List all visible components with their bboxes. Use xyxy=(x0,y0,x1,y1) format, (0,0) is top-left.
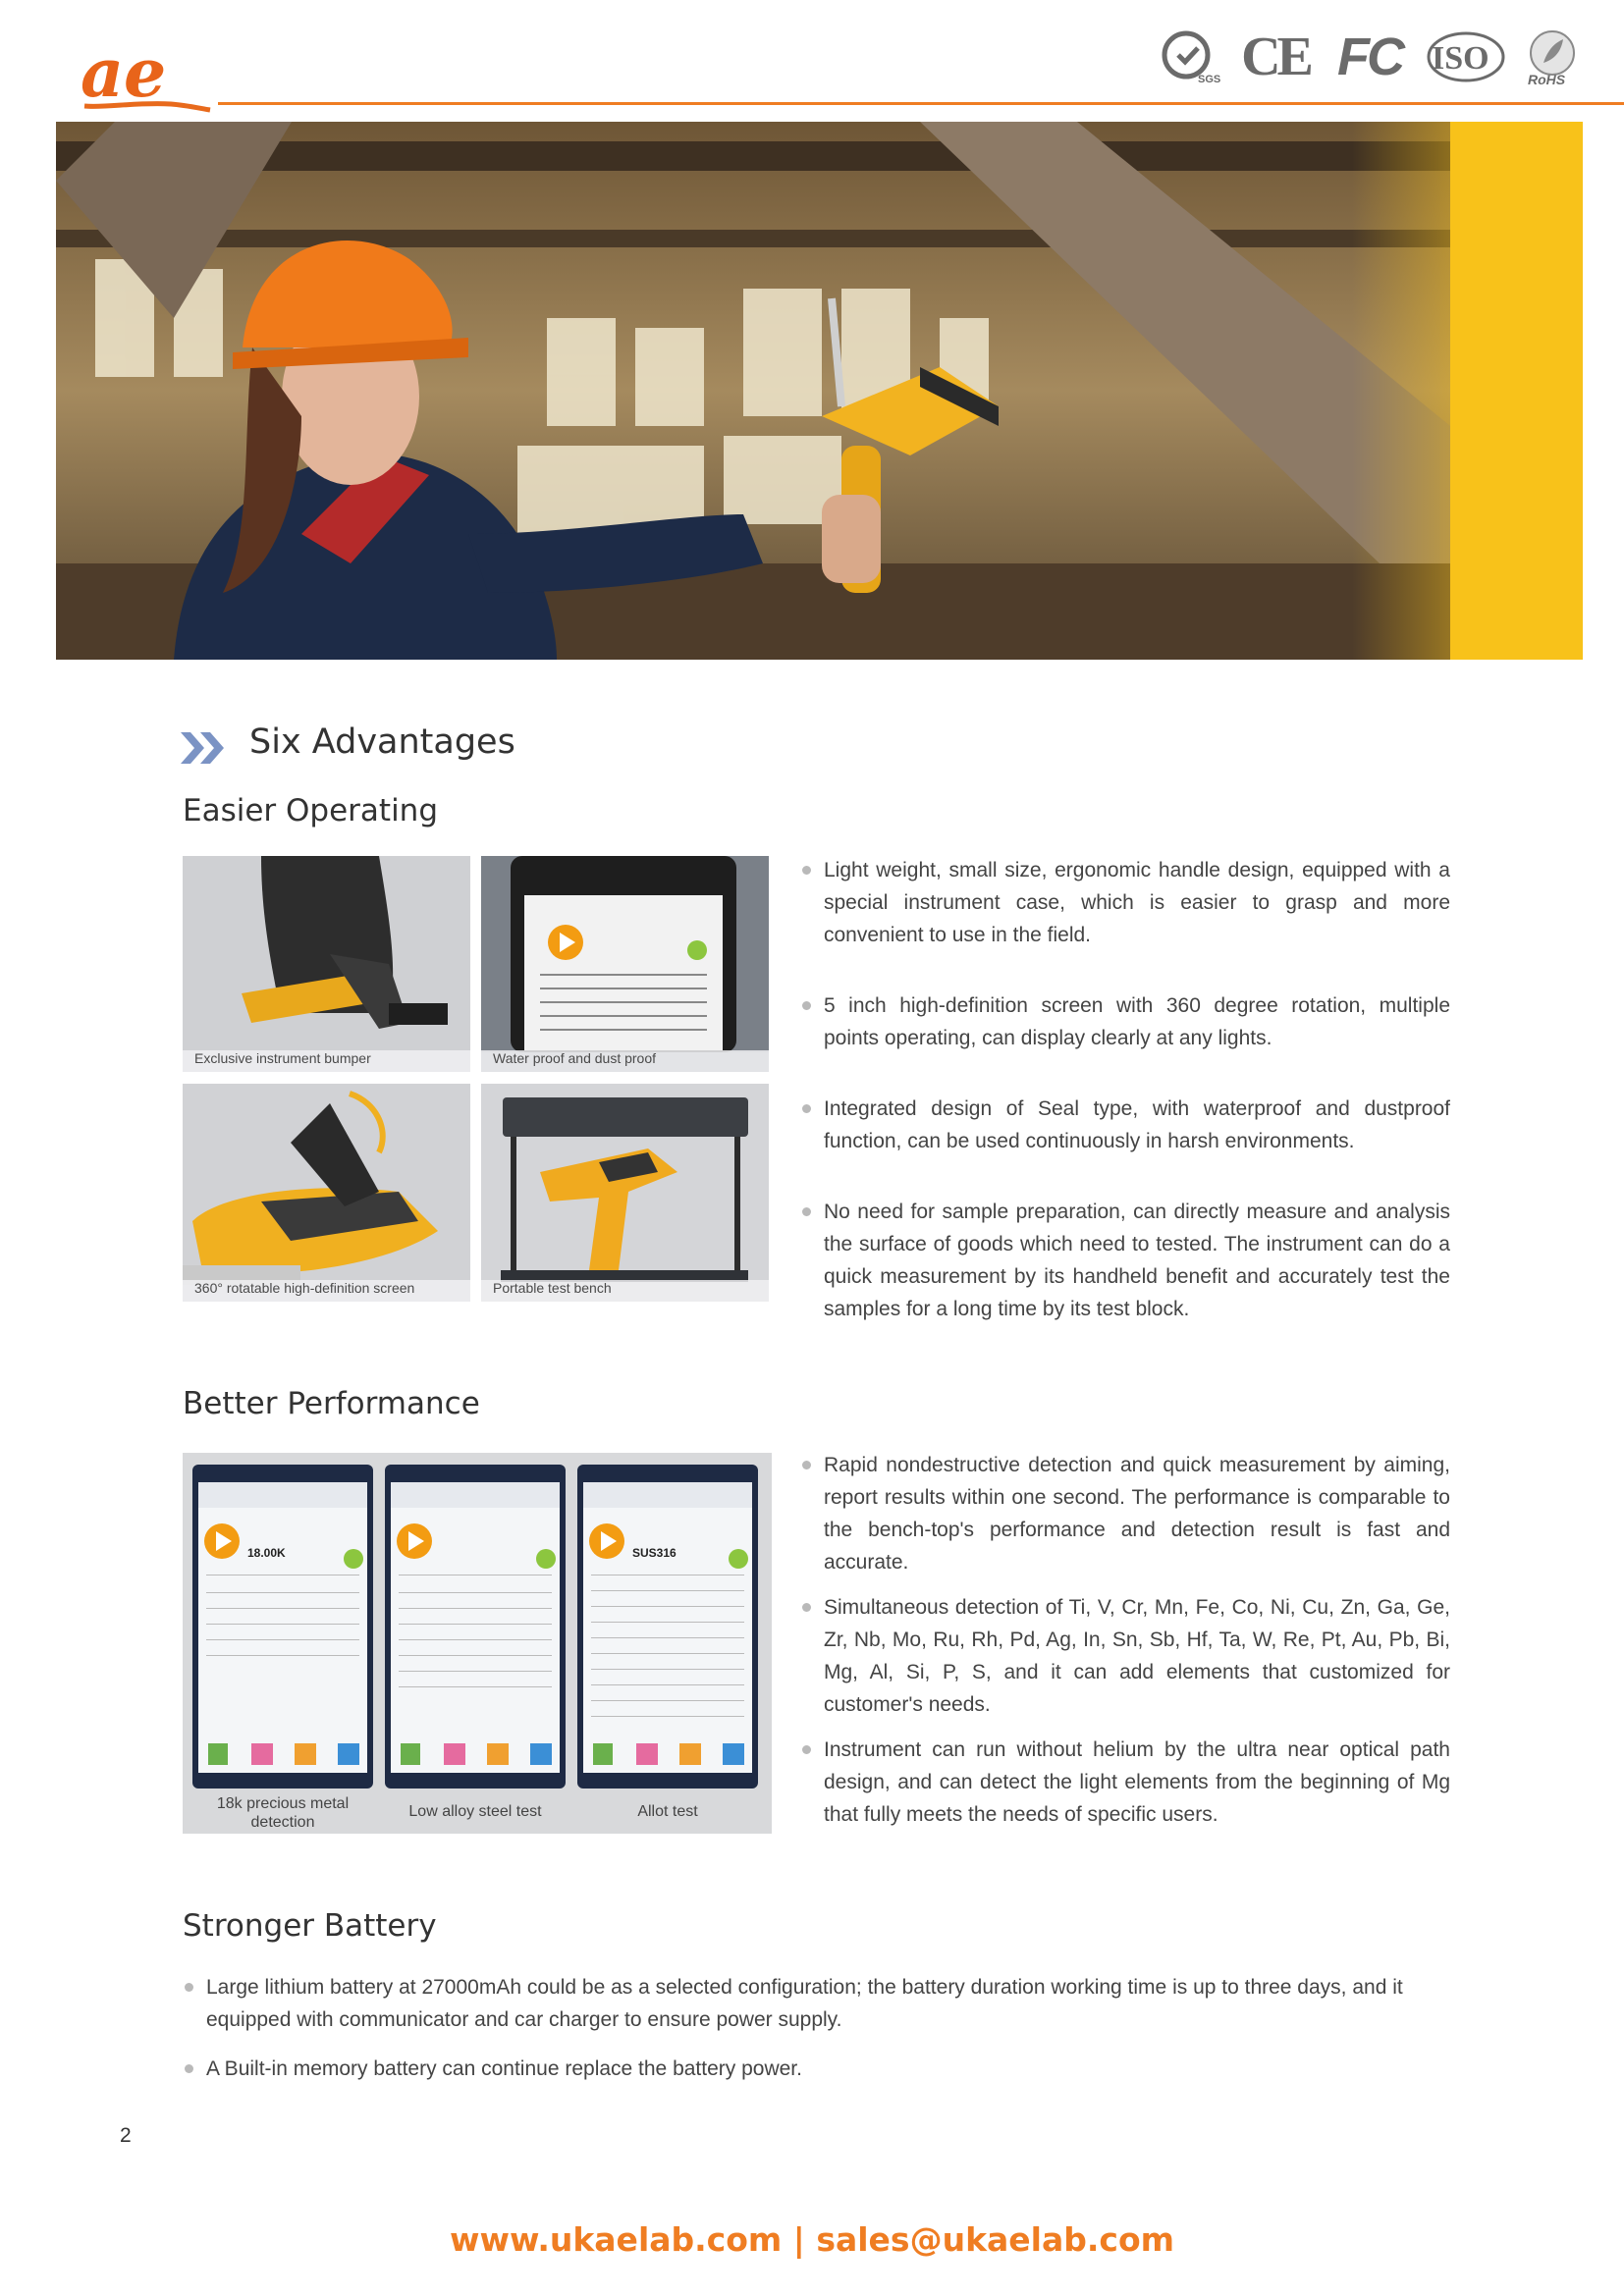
phone-result: SUS316 xyxy=(632,1546,677,1560)
better-performance-heading: Better Performance xyxy=(183,1386,480,1421)
better-performance-bullets xyxy=(824,1449,1450,1831)
phone-caption-precious-metal: 18k precious metal detection xyxy=(216,1795,350,1831)
ce-mark-icon: CE xyxy=(1241,27,1310,87)
tile-caption: Exclusive instrument bumper xyxy=(194,1050,371,1066)
rohs-mark-icon xyxy=(1520,27,1585,86)
bullet-item: 5 inch high-definition screen with 360 degree rotation, multiple points operating, can display clearly at any lights. xyxy=(824,989,1450,1054)
sgs-certification-icon xyxy=(1159,27,1223,86)
tile-instrument-bumper xyxy=(183,856,470,1072)
bullet-item: Simultaneous detection of Ti, V, Cr, Mn, Fe, Co, Ni, Cu, Zn, Ga, Ge, Zr, Nb, Mo, Ru, Rh, Pd, Ag, In, Sn, Sb, Hf, Ta, W, Re, Pt, Au, Pb, Bi, Mg, Al, Si, P, S, and it can add elements that customized for customer's needs. xyxy=(824,1591,1450,1721)
page-number: 2 xyxy=(120,2124,132,2147)
phone-screen-alloy xyxy=(577,1465,758,1789)
phone-screen-precious-metal xyxy=(192,1465,373,1789)
svg-text:SGS: SGS xyxy=(1198,74,1221,85)
section-title: Six Advantages xyxy=(249,722,515,762)
phone-screen-low-alloy-steel xyxy=(385,1465,566,1789)
easier-operating-bullets xyxy=(824,854,1450,1325)
bullet-item: Light weight, small size, ergonomic handle design, equipped with a special instrument case, which is easier to grasp and more convenient to use in the field. xyxy=(824,854,1450,951)
tile-portable-test-bench xyxy=(481,1084,769,1302)
svg-text:ISO: ISO xyxy=(1432,40,1489,77)
footer-contact: www.ukaelab.com | sales@ukaelab.com xyxy=(449,2220,1175,2259)
tile-rotatable-screen xyxy=(183,1084,470,1302)
phone-screenshots-panel xyxy=(183,1453,772,1834)
easier-operating-heading: Easier Operating xyxy=(183,793,439,828)
iso-mark-icon xyxy=(1424,27,1508,86)
stronger-battery-bullets xyxy=(206,1971,1458,2085)
bullet-item: A Built-in memory battery can continue replace the battery power. xyxy=(206,2053,1458,2085)
svg-text:RoHS: RoHS xyxy=(1528,72,1566,86)
bullet-item: Rapid nondestructive detection and quick measurement by aiming, report results within one second. The performance is comparable to the bench-top's performance and detection result is fast and accurate. xyxy=(824,1449,1450,1578)
bullet-item: Integrated design of Seal type, with waterproof and dustproof function, can be used continuously in harsh environments. xyxy=(824,1093,1450,1157)
phone-result: 18.00K xyxy=(247,1546,286,1560)
tile-caption: Portable test bench xyxy=(493,1280,612,1296)
tile-waterproof-screen xyxy=(481,856,769,1072)
certification-logos xyxy=(1159,27,1585,86)
fcc-mark-icon: FC xyxy=(1337,27,1402,86)
header-divider xyxy=(218,102,1624,105)
double-chevron-icon xyxy=(179,728,228,768)
svg-text:ae: ae xyxy=(81,37,167,113)
hero-photo-worker-with-analyzer xyxy=(56,122,1583,660)
company-logo xyxy=(77,37,214,120)
phone-caption-alloy: Allot test xyxy=(637,1803,698,1820)
phone-caption-low-alloy-steel: Low alloy steel test xyxy=(408,1803,542,1820)
bullet-item: Instrument can run without helium by the ultra near optical path design, and can detect the light elements from the beginning of Mg that fully meets the needs of specific users. xyxy=(824,1734,1450,1831)
bullet-item: No need for sample preparation, can directly measure and analysis the surface of goods which need to tested. The instrument can do a quick measurement by its handheld benefit and accurately test the samples for a long time by its test block. xyxy=(824,1196,1450,1325)
tile-caption: 360° rotatable high-definition screen xyxy=(194,1280,415,1296)
stronger-battery-heading: Stronger Battery xyxy=(183,1908,437,1944)
tile-caption: Water proof and dust proof xyxy=(493,1050,657,1066)
bullet-item: Large lithium battery at 27000mAh could be as a selected configuration; the battery duration working time is up to three days, and it equipped with communicator and car charger to ensure power supply. xyxy=(206,1971,1458,2036)
